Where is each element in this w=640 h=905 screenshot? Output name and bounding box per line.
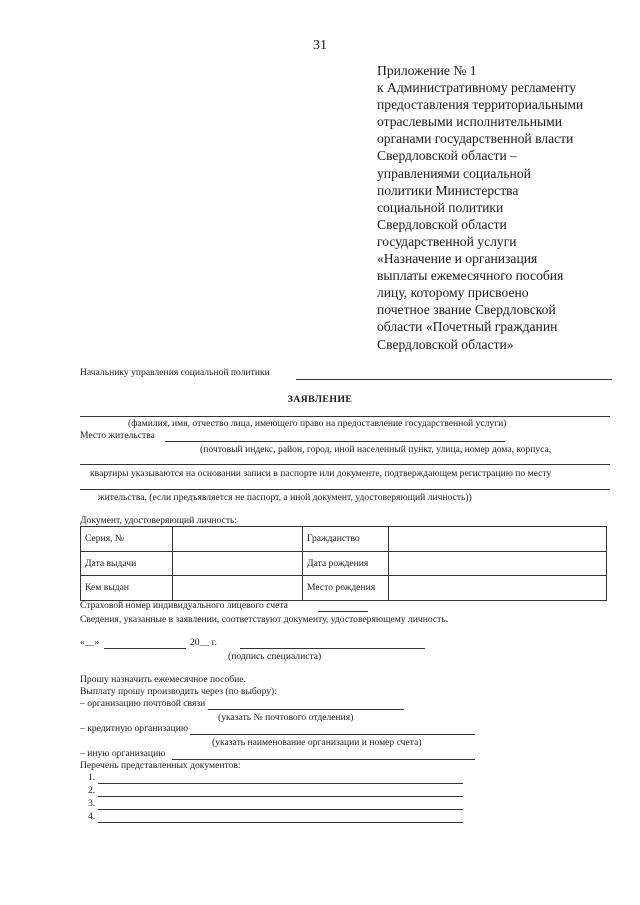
appendix-line: Свердловской области –	[377, 148, 517, 164]
doc-item-field[interactable]	[98, 822, 463, 823]
appendix-block	[377, 62, 617, 353]
credit-hint: (указать наименование организации и номер счета)	[212, 737, 422, 748]
appendix-line: «Назначение и организация	[377, 251, 538, 267]
address-hint: (почтовый индекс, район, город, иной населенный пункт, улица, номер дома, корпуса,	[200, 444, 552, 455]
address-hint-3: жительства, (если предъявляется не паспорт, а иной документ, удостоверяющий личность))	[98, 492, 472, 503]
address-hint-2: квартиры указываются на основании записи в паспорте или документе, подтверждающем регистрацию по месту	[90, 468, 552, 479]
fio-hint: (фамилия, имя, отчество лица, имеющего право на предоставление государственной услуги)	[128, 418, 507, 429]
date-day: «__»	[80, 637, 100, 648]
appendix-line: Приложение № 1	[377, 63, 477, 78]
form-title: ЗАЯВЛЕНИЕ	[287, 394, 353, 405]
birth-place-label: Место рождения	[303, 576, 389, 601]
verify-text: Сведения, указанные в заявлении, соответствуют документу, удостоверяющему личность.	[80, 614, 449, 625]
appendix-line: лицу, которому присвоено	[377, 285, 529, 301]
page-number: 31	[313, 38, 327, 53]
payment-text: Выплату прошу производить через (по выбору):	[80, 686, 277, 697]
appendix-line: к Административному регламенту	[377, 80, 577, 96]
birth-date-label: Дата рождения	[303, 551, 389, 576]
date-month-field[interactable]	[104, 648, 186, 649]
snils-label: Страховой номер индивидуального лицевого счета	[80, 600, 288, 611]
snils-field[interactable]	[318, 611, 368, 612]
citizenship-field[interactable]	[389, 527, 607, 552]
credit-field[interactable]	[190, 734, 475, 735]
appendix-line: отраслевыми исполнительными	[377, 114, 563, 130]
id-doc-table	[80, 526, 607, 601]
request-text: Прошу назначить ежемесячное пособие.	[80, 674, 246, 685]
appendix-line: государственной услуги	[377, 233, 517, 249]
birth-place-field[interactable]	[389, 576, 607, 601]
post-field[interactable]	[208, 709, 404, 710]
appendix-line: области «Почетный гражданин	[377, 319, 558, 335]
table-row	[81, 527, 607, 552]
option-post: – организацию почтовой связи	[80, 698, 206, 709]
appendix-line: предоставления территориальными	[377, 97, 584, 113]
appendix-line: Свердловской области	[377, 216, 507, 232]
appendix-line: социальной политики	[377, 199, 504, 215]
address-field-2[interactable]	[80, 464, 610, 465]
appendix-line: Свердловской области»	[377, 336, 514, 352]
residence-field[interactable]	[165, 441, 505, 442]
option-other: – иную организацию	[80, 748, 166, 759]
doc-item-number: 2.	[88, 785, 96, 796]
addressee-field[interactable]	[296, 379, 612, 380]
appendix-line: выплаты ежемесячного пособия	[377, 268, 564, 284]
issue-date-field[interactable]	[173, 551, 303, 576]
doc-item-number: 4.	[88, 811, 96, 822]
doc-item-number: 3.	[88, 798, 96, 809]
table-row	[81, 551, 607, 576]
option-credit: – кредитную организацию	[80, 723, 189, 734]
issued-by-label: Кем выдан	[81, 576, 173, 601]
table-row	[81, 576, 607, 601]
doc-item-number: 1.	[88, 772, 96, 783]
series-label: Серия, №	[81, 527, 173, 552]
addressee-label: Начальнику управления социальной политики	[80, 367, 270, 378]
post-hint: (указать № почтового отделения)	[218, 712, 354, 723]
appendix-line: почетное звание Свердловской	[377, 302, 556, 318]
signature-hint: (подпись специалиста)	[228, 651, 322, 662]
fio-field[interactable]	[80, 416, 610, 417]
date-year: 20__ г.	[190, 637, 217, 648]
series-field[interactable]	[173, 527, 303, 552]
signature-field[interactable]	[240, 648, 425, 649]
birth-date-field[interactable]	[389, 551, 607, 576]
doc-item-field[interactable]	[98, 783, 463, 784]
appendix-line: управлениями социальной	[377, 165, 531, 181]
docs-label: Перечень представленных документов:	[80, 760, 241, 771]
address-field-3[interactable]	[80, 489, 610, 490]
citizenship-label: Гражданство	[303, 527, 389, 552]
appendix-line: политики Министерства	[377, 182, 519, 198]
doc-item-field[interactable]	[98, 809, 463, 810]
id-doc-label: Документ, удостоверяющий личность:	[80, 515, 238, 526]
issue-date-label: Дата выдачи	[81, 551, 173, 576]
doc-item-field[interactable]	[98, 796, 463, 797]
issued-by-field[interactable]	[173, 576, 303, 601]
appendix-line: органами государственной власти	[377, 131, 574, 147]
residence-label: Место жительства	[80, 430, 155, 441]
